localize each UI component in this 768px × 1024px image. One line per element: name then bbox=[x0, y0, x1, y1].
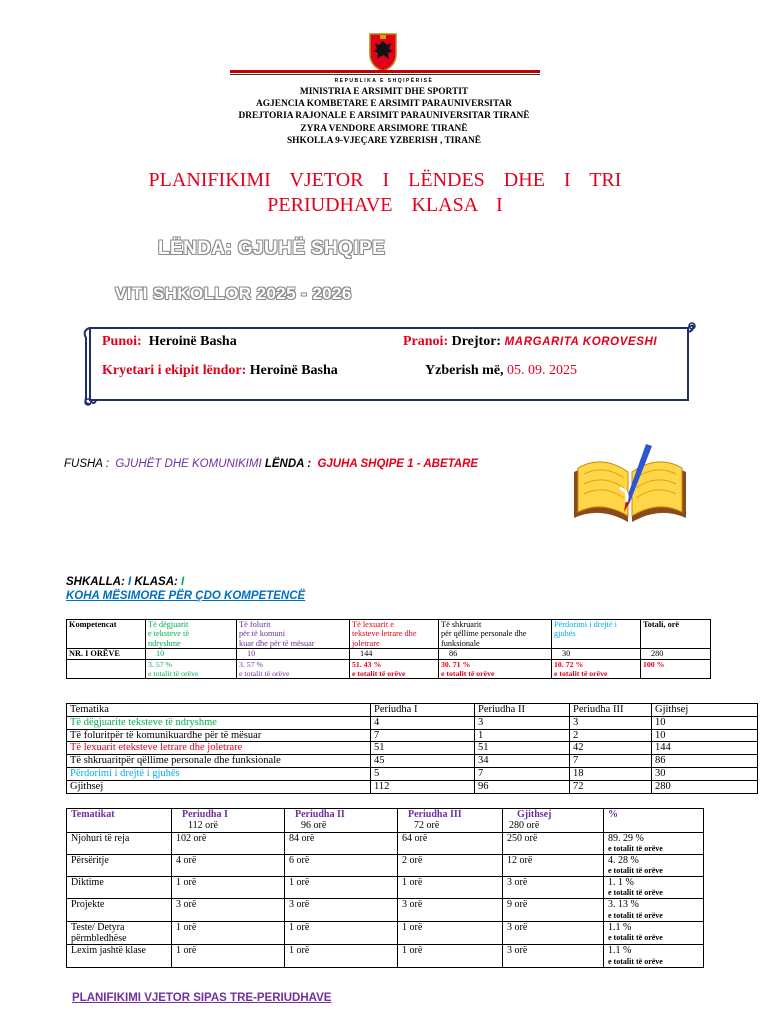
table-cell: 9 orë bbox=[503, 899, 604, 921]
topic-cell: Lexim jashtë klase bbox=[67, 945, 172, 967]
albania-emblem-icon bbox=[367, 32, 399, 72]
table-cell: 1 orë bbox=[172, 945, 285, 967]
footer-heading: PLANIFIKIMI VJETOR SIPAS TRE-PERIUDHAVE bbox=[72, 992, 332, 1004]
klasa-value: I bbox=[181, 576, 185, 588]
table-row bbox=[67, 742, 758, 755]
percent-note: e totalit të orëve bbox=[148, 669, 199, 679]
percent-value: 51. 43 % bbox=[352, 659, 382, 669]
header-label: Të lexuarit e bbox=[352, 620, 394, 629]
table-cell: 6 orë bbox=[285, 854, 398, 876]
table-cell: 7 bbox=[570, 755, 652, 768]
header-sub: 72 orë bbox=[414, 820, 440, 832]
open-book-icon bbox=[570, 442, 690, 524]
hours-cell: 280 bbox=[641, 649, 711, 659]
table-cell bbox=[146, 620, 237, 649]
header-label: Të shkruarit bbox=[441, 620, 482, 629]
subject-heading: LËNDA: GJUHË SHQIPE bbox=[158, 238, 386, 259]
table-row bbox=[67, 832, 704, 854]
header-label: Periudha I bbox=[182, 809, 228, 820]
table-cell: 1 orë bbox=[285, 921, 398, 945]
table-cell: 10 bbox=[652, 729, 758, 742]
table-cell: 12 orë bbox=[503, 854, 604, 876]
table-row bbox=[67, 780, 758, 793]
topic-cell: Përdorimi i drejtë i gjuhës bbox=[67, 767, 371, 780]
title-line-1: PLANIFIKIMI VJETOR I LËNDES DHE I TRI bbox=[148, 169, 622, 191]
percent-note: e totalit të orëve bbox=[239, 669, 290, 679]
institution-lines bbox=[0, 86, 768, 147]
table-cell: 51 bbox=[371, 742, 475, 755]
topic-cell: Të foluritpër të komunikuardhe për të mësuar bbox=[67, 729, 371, 742]
table-cell: 3 bbox=[570, 716, 652, 729]
header-label: për të komuni bbox=[239, 629, 286, 639]
hours-label: NR. I ORËVE bbox=[67, 649, 146, 659]
table-row bbox=[67, 620, 711, 649]
table-cell: 4 orë bbox=[172, 854, 285, 876]
header-cell: % bbox=[604, 809, 704, 833]
percent-note: e totalit të orëve bbox=[608, 888, 663, 898]
header-label: Të dëgjuarit bbox=[148, 620, 189, 629]
header-label: Totali, orë bbox=[643, 620, 680, 629]
header-label: teksteve letrare dhe bbox=[352, 629, 417, 639]
table-cell bbox=[552, 620, 641, 649]
percent-value: 3. 13 % bbox=[608, 899, 639, 911]
institution-line: DREJTORIA RAJONALE E ARSIMIT PARAUNIVERSITAR TIRANË bbox=[238, 111, 530, 122]
table-cell: 7 bbox=[475, 767, 570, 780]
percent-cell bbox=[604, 899, 704, 921]
place-label: Yzberish më, bbox=[425, 363, 504, 378]
table-row bbox=[67, 716, 758, 729]
table-cell: 3 orë bbox=[172, 899, 285, 921]
table-cell: 102 orë bbox=[172, 832, 285, 854]
header-cell bbox=[398, 809, 503, 833]
table-cell: 3 orë bbox=[285, 899, 398, 921]
hours-cell: 86 bbox=[439, 649, 552, 659]
table-cell: 18 bbox=[570, 767, 652, 780]
percent-note: e totalit të orëve bbox=[441, 669, 495, 679]
header-label: gjuhës bbox=[554, 629, 576, 639]
header-label: kuar dhe për të mësuar bbox=[239, 638, 315, 648]
table-cell: 2 bbox=[570, 729, 652, 742]
topics-table bbox=[66, 808, 704, 968]
percent-cell bbox=[604, 921, 704, 945]
percent-value: 1.1 % bbox=[608, 945, 632, 957]
klasa-label: KLASA: bbox=[134, 576, 178, 588]
table-cell bbox=[67, 659, 146, 679]
pranoi-field bbox=[403, 334, 657, 350]
date-field bbox=[425, 363, 577, 379]
percent-value: 3. 57 % bbox=[148, 659, 173, 669]
header-rule-dark bbox=[230, 74, 540, 75]
header-label: Periudha III bbox=[408, 809, 462, 820]
table-cell: 144 bbox=[652, 742, 758, 755]
header-cell: Tematika bbox=[67, 704, 371, 717]
document-title bbox=[90, 168, 680, 218]
hours-cell: 10 bbox=[146, 649, 237, 659]
percent-cell bbox=[604, 877, 704, 899]
table-cell: 1 orë bbox=[172, 921, 285, 945]
topic-cell: Përsëritje bbox=[67, 854, 172, 876]
percent-value: 30. 71 % bbox=[441, 659, 471, 669]
header-sub: 96 orë bbox=[301, 820, 327, 832]
period-table bbox=[66, 703, 758, 794]
fusha-value: GJUHËT DHE KOMUNIKIMI bbox=[115, 458, 262, 470]
percent-cell bbox=[439, 659, 552, 679]
header-cell: Periudha II bbox=[475, 704, 570, 717]
percent-note: e totalit të orëve bbox=[608, 933, 663, 943]
institution-line: AGJENCIA KOMBETARE E ARSIMIT PARAUNIVERSITAR bbox=[255, 99, 513, 110]
table-cell: 1 orë bbox=[285, 945, 398, 967]
republic-line: REPUBLIKA E SHQIPËRISË bbox=[334, 78, 434, 84]
percent-cell bbox=[604, 945, 704, 967]
table-cell bbox=[237, 620, 350, 649]
percent-note: e totalit të orëve bbox=[608, 843, 663, 853]
header-label: Të folurit bbox=[239, 620, 271, 629]
topic-line: përmbledhëse bbox=[71, 933, 127, 945]
table-row bbox=[67, 704, 758, 717]
drejtor-label: Drejtor: bbox=[451, 334, 502, 349]
table-cell: 84 orë bbox=[285, 832, 398, 854]
table-cell: 10 bbox=[652, 716, 758, 729]
table-cell: 1 bbox=[475, 729, 570, 742]
institution-line: SHKOLLA 9-VJEÇARE YZBERISH , TIRANË bbox=[286, 135, 482, 146]
percent-note: e totalit të orëve bbox=[608, 956, 663, 966]
topic-cell: Të dëgjuarite teksteve të ndryshme bbox=[67, 716, 371, 729]
table-row bbox=[67, 945, 704, 967]
table-row bbox=[67, 659, 711, 679]
lenda-value: GJUHA SHQIPE 1 - ABETARE bbox=[317, 458, 479, 470]
table-cell: 42 bbox=[570, 742, 652, 755]
shkalla-value: I bbox=[127, 576, 132, 588]
competence-table bbox=[66, 619, 711, 679]
header-cell: Tematikat bbox=[67, 809, 172, 833]
topic-cell: Njohuri të reja bbox=[67, 832, 172, 854]
topic-cell: Projekte bbox=[67, 899, 172, 921]
header-label: Përdorimi i drejtë i bbox=[554, 620, 617, 629]
table-cell: 64 orë bbox=[398, 832, 503, 854]
table-cell: 72 bbox=[570, 780, 652, 793]
hours-cell: 30 bbox=[552, 649, 641, 659]
punoi-value: Heroinë Basha bbox=[148, 334, 237, 349]
table-row bbox=[67, 877, 704, 899]
percent-cell bbox=[604, 832, 704, 854]
table-cell bbox=[350, 620, 439, 649]
kryetari-value: Heroinë Basha bbox=[249, 363, 338, 378]
drejtor-name: MARGARITA KOROVESHI bbox=[504, 336, 658, 348]
fusha-line bbox=[64, 458, 478, 470]
percent-note: e totalit të orëve bbox=[608, 866, 663, 876]
percent-value: 89. 29 % bbox=[608, 832, 644, 844]
topic-cell: Të shkruaritpër qëllime personale dhe funksionale bbox=[67, 755, 371, 768]
kryetari-label: Kryetari i ekipit lëndor: bbox=[102, 363, 247, 378]
shkalla-line bbox=[66, 576, 184, 588]
table-cell: 280 bbox=[652, 780, 758, 793]
institution-line: ZYRA VENDORE ARSIMORE TIRANË bbox=[300, 123, 468, 134]
table-row bbox=[67, 729, 758, 742]
percent-value: 1. 1 % bbox=[608, 877, 634, 889]
table-row bbox=[67, 809, 704, 833]
punoi-label: Punoi: bbox=[102, 334, 142, 349]
title-line-2: PERIUDHAVE KLASA I bbox=[267, 194, 503, 216]
topic-line: Teste/ Detyra bbox=[71, 921, 125, 933]
table-cell bbox=[439, 620, 552, 649]
table-cell: 30 bbox=[652, 767, 758, 780]
table-cell: 112 bbox=[371, 780, 475, 793]
header-cell: Periudha III bbox=[570, 704, 652, 717]
percent-cell bbox=[641, 659, 711, 679]
table-cell bbox=[641, 620, 711, 649]
school-year-heading: VITI SHKOLLOR 2025 - 2026 bbox=[115, 284, 352, 303]
hours-cell: 144 bbox=[350, 649, 439, 659]
table-row bbox=[67, 767, 758, 780]
header-cell: Gjithsej bbox=[652, 704, 758, 717]
table-cell: 86 bbox=[652, 755, 758, 768]
table-cell: 51 bbox=[475, 742, 570, 755]
header-sub: 280 orë bbox=[509, 820, 540, 832]
table-row bbox=[67, 921, 704, 945]
table-cell: 1 orë bbox=[172, 877, 285, 899]
table-row bbox=[67, 899, 704, 921]
percent-cell bbox=[237, 659, 350, 679]
header-label: joletrare bbox=[352, 638, 380, 648]
header-label: Periudha II bbox=[295, 809, 345, 820]
percent-value: 1.1 % bbox=[608, 921, 632, 933]
table-cell: 3 orë bbox=[398, 899, 503, 921]
topic-cell: Të lexuarit eteksteve letrare dhe joletrare bbox=[67, 742, 371, 755]
table-cell: 3 orë bbox=[503, 945, 604, 967]
header-cell bbox=[285, 809, 398, 833]
header-label: Kompetencat bbox=[69, 620, 117, 629]
shkalla-label: SHKALLA: bbox=[66, 576, 125, 588]
table-cell: 5 bbox=[371, 767, 475, 780]
header-label: funksionale bbox=[441, 638, 480, 648]
table-cell: 1 orë bbox=[398, 945, 503, 967]
header-cell bbox=[172, 809, 285, 833]
lenda-label: LËNDA : bbox=[264, 458, 312, 470]
table-cell: 1 orë bbox=[398, 921, 503, 945]
percent-note: e totalit të orëve bbox=[608, 910, 663, 920]
percent-note: e totalit të orëve bbox=[554, 669, 608, 679]
header-label: ndryshme bbox=[148, 638, 181, 648]
table-cell: 4 bbox=[371, 716, 475, 729]
hours-cell: 10 bbox=[237, 649, 350, 659]
table-cell: 3 orë bbox=[503, 877, 604, 899]
percent-cell bbox=[146, 659, 237, 679]
table-row bbox=[67, 755, 758, 768]
percent-value: 3. 57 % bbox=[239, 659, 264, 669]
table-cell: 45 bbox=[371, 755, 475, 768]
institution-line: MINISTRIA E ARSIMIT DHE SPORTIT bbox=[299, 87, 469, 97]
table-cell bbox=[67, 620, 146, 649]
table-row bbox=[67, 649, 711, 659]
topic-cell: Gjithsej bbox=[67, 780, 371, 793]
table-cell: 1 orë bbox=[285, 877, 398, 899]
header-label: për qëllime personale dhe bbox=[441, 629, 527, 639]
table-cell: 1 orë bbox=[398, 877, 503, 899]
header-sub: 112 orë bbox=[188, 820, 218, 832]
koha-heading: KOHA MËSIMORE PËR ÇDO KOMPETENCË bbox=[66, 590, 306, 602]
percent-value: 10. 72 % bbox=[554, 659, 584, 669]
table-cell: 250 orë bbox=[503, 832, 604, 854]
percent-cell bbox=[552, 659, 641, 679]
header-cell: Periudha I bbox=[371, 704, 475, 717]
percent-cell bbox=[604, 854, 704, 876]
percent-value: 100 % bbox=[643, 659, 665, 669]
topic-cell: Diktime bbox=[67, 877, 172, 899]
percent-value: 4. 28 % bbox=[608, 854, 639, 866]
table-cell: 3 bbox=[475, 716, 570, 729]
fusha-label: FUSHA : bbox=[64, 458, 109, 470]
table-cell: 2 orë bbox=[398, 854, 503, 876]
header-rule-red bbox=[230, 70, 540, 73]
header-label: Gjithsej bbox=[517, 809, 552, 820]
table-row bbox=[67, 854, 704, 876]
date-value: 05. 09. 2025 bbox=[507, 363, 578, 378]
pranoi-label: Pranoi: bbox=[403, 334, 449, 349]
kryetari-field bbox=[102, 363, 338, 379]
percent-cell bbox=[350, 659, 439, 679]
table-cell: 3 orë bbox=[503, 921, 604, 945]
table-cell: 7 bbox=[371, 729, 475, 742]
table-cell: 34 bbox=[475, 755, 570, 768]
punoi-field bbox=[102, 334, 237, 350]
table-cell: 96 bbox=[475, 780, 570, 793]
percent-note: e totalit të orëve bbox=[352, 669, 406, 679]
header-label: e teksteve të bbox=[148, 629, 190, 639]
topic-cell bbox=[67, 921, 172, 945]
header-cell bbox=[503, 809, 604, 833]
